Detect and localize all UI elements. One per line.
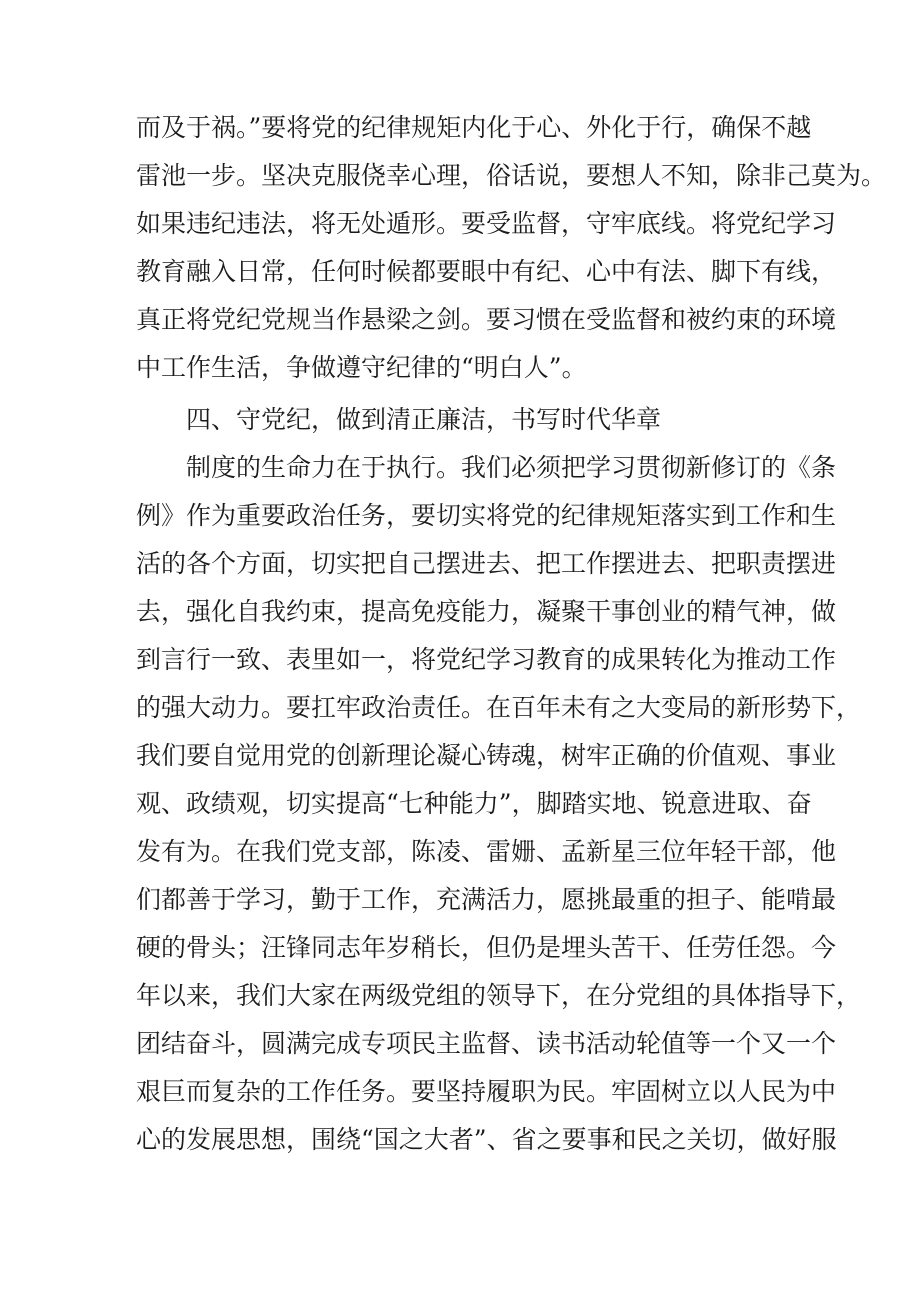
paragraph-line: 团结奋斗，圆满完成专项民主监督、读书活动轮值等一个又一个 <box>136 1029 837 1058</box>
paragraph-line: 如果违纪违法，将无处遁形。要受监督，守牢底线。将党纪学习 <box>136 209 837 238</box>
paragraph-line: 发有为。在我们党支部，陈凌、雷姗、孟新星三位年轻干部，他 <box>136 837 837 866</box>
paragraph-line: 到言行一致、表里如一，将党纪学习教育的成果转化为推动工作 <box>136 645 837 674</box>
paragraph-line: 例》作为重要政治任务，要切实将党的纪律规矩落实到工作和生 <box>136 501 837 530</box>
paragraph-line: 制度的生命力在于执行。我们必须把学习贯彻新修订的《条 <box>186 453 837 482</box>
paragraph-line: 观、政绩观，切实提高“七种能力”，脚踏实地、锐意进取、奋 <box>136 789 812 818</box>
paragraph-line: 的强大动力。要扛牢政治责任。在百年未有之大变局的新形势下， <box>136 693 862 722</box>
paragraph-line: 活的各个方面，切实把自己摆进去、把工作摆进去、把职责摆进 <box>136 549 837 578</box>
paragraph-section-four <box>136 444 862 1164</box>
paragraph-line: 艰巨而复杂的工作任务。要坚持履职为民。牢固树立以人民为中 <box>136 1077 837 1106</box>
paragraph-line: 我们要自觉用党的创新理论凝心铸魂，树牢正确的价值观、事业 <box>136 741 837 770</box>
paragraph-line: 而及于祸。”要将党的纪律规矩内化于心、外化于行，确保不越 <box>136 113 812 142</box>
paragraph-line: 真正将党纪党规当作悬梁之剑。要习惯在受监督和被约束的环境 <box>136 305 837 334</box>
paragraph-line: 中工作生活，争做遵守纪律的“明白人”。 <box>136 353 587 382</box>
paragraph-line: 年以来，我们大家在两级党组的领导下，在分党组的具体指导下， <box>136 981 862 1010</box>
paragraph-line: 心的发展思想，围绕“国之大者”、省之要事和民之关切，做好服 <box>136 1125 837 1154</box>
paragraph-line: 硬的骨头；汪锋同志年岁稍长，但仍是埋头苦干、任劳任怨。今 <box>136 933 837 962</box>
paragraph-line: 去，强化自我约束，提高免疫能力，凝聚干事创业的精气神，做 <box>136 597 837 626</box>
section-heading: 四、守党纪，做到清正廉洁，书写时代华章 <box>186 405 662 434</box>
paragraph-line: 教育融入日常，任何时候都要眼中有纪、心中有法、脚下有线， <box>136 257 837 286</box>
paragraph-continued <box>136 104 887 392</box>
paragraph-line: 们都善于学习，勤于工作，充满活力，愿挑最重的担子、能啃最 <box>136 885 837 914</box>
paragraph-line: 雷池一步。坚决克服侥幸心理，俗话说，要想人不知，除非己莫为。 <box>136 161 887 190</box>
